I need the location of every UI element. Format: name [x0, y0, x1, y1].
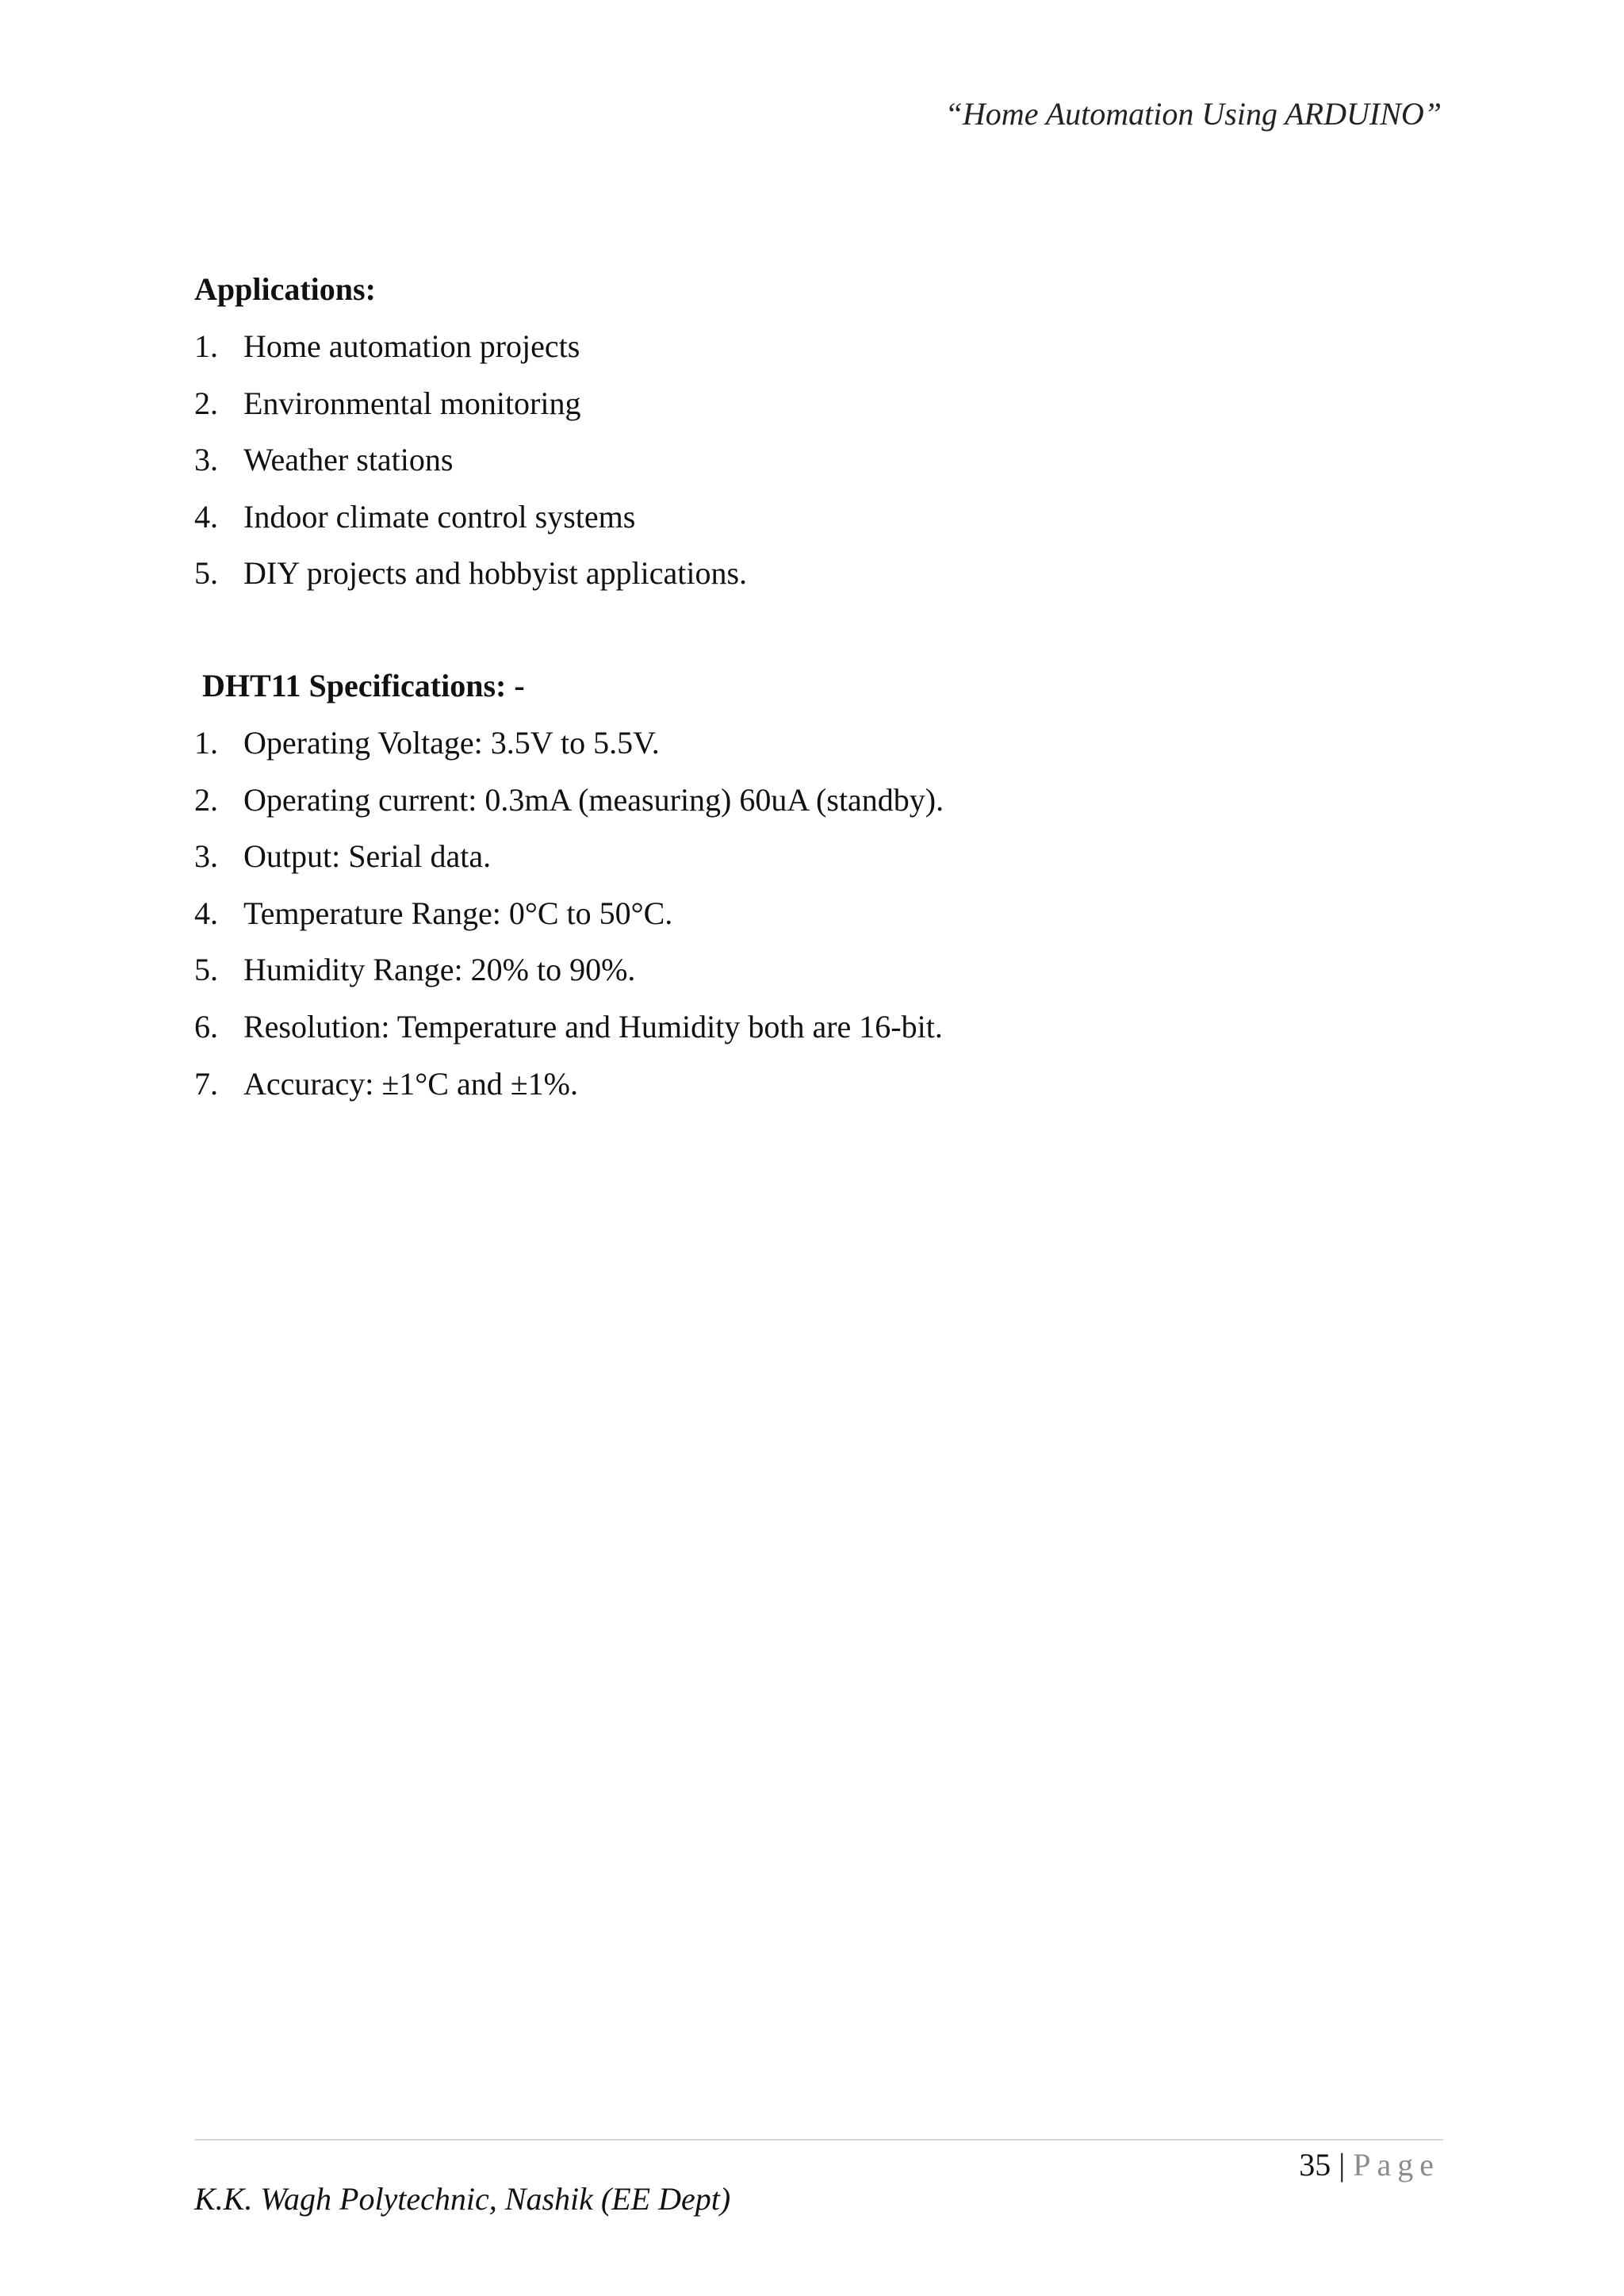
page-number-separator: |: [1339, 2147, 1346, 2183]
specifications-list: [194, 719, 1431, 1108]
list-item: [194, 493, 1431, 541]
list-item-text: DIY projects and hobbyist applications.: [243, 555, 748, 592]
list-item-text: Accuracy: ±1°C and ±1%.: [243, 1065, 578, 1102]
list-item: [194, 776, 1431, 824]
list-item: [194, 946, 1431, 994]
list-item: [194, 380, 1431, 427]
applications-heading: Applications:: [194, 271, 376, 307]
list-item-number: 7.: [194, 1065, 218, 1102]
list-item-number: 5.: [194, 952, 218, 988]
list-item-number: 2.: [194, 385, 218, 421]
list-item: [194, 323, 1431, 370]
page-word: Page: [1353, 2147, 1440, 2183]
list-item-number: 3.: [194, 442, 218, 478]
list-item-text: Temperature Range: 0°C to 50°C.: [243, 895, 673, 931]
page-number: [1299, 2143, 1440, 2187]
list-item-number: 4.: [194, 895, 218, 931]
list-item-text: Operating current: 0.3mA (measuring) 60uA (standby).: [243, 781, 944, 818]
footer-institute: K.K. Wagh Polytechnic, Nashik (EE Dept): [194, 2181, 731, 2217]
applications-list: [194, 323, 1431, 597]
list-item: [194, 1003, 1431, 1051]
list-item-number: 3.: [194, 838, 218, 875]
list-item-text: Operating Voltage: 3.5V to 5.5V.: [243, 725, 660, 761]
list-item-number: 1.: [194, 328, 218, 364]
list-item: [194, 436, 1431, 484]
list-item-text: Indoor climate control systems: [243, 498, 636, 535]
list-item-number: 4.: [194, 498, 218, 535]
list-item-text: Resolution: Temperature and Humidity both are 16-bit.: [243, 1008, 943, 1045]
list-item: [194, 833, 1431, 880]
applications-section: [194, 266, 1431, 607]
header-title: “Home Automation Using ARDUINO”: [944, 96, 1442, 132]
list-item-text: Home automation projects: [243, 328, 580, 364]
list-item: [194, 550, 1431, 597]
list-item-text: Humidity Range: 20% to 90%.: [243, 952, 636, 988]
list-item: [194, 890, 1431, 937]
list-item: [194, 719, 1431, 767]
list-item-text: Output: Serial data.: [243, 838, 492, 875]
footer-divider: [194, 2139, 1443, 2141]
list-item-text: Weather stations: [243, 442, 454, 478]
list-item-text: Environmental monitoring: [243, 385, 581, 421]
list-item: [194, 1060, 1431, 1108]
list-item-number: 2.: [194, 781, 218, 818]
page-number-value: 35: [1299, 2147, 1331, 2183]
list-item-number: 1.: [194, 725, 218, 761]
specifications-section: [194, 662, 1431, 1117]
list-item-number: 6.: [194, 1008, 218, 1045]
list-item-number: 5.: [194, 555, 218, 592]
specifications-heading: DHT11 Specifications: -: [202, 668, 525, 703]
